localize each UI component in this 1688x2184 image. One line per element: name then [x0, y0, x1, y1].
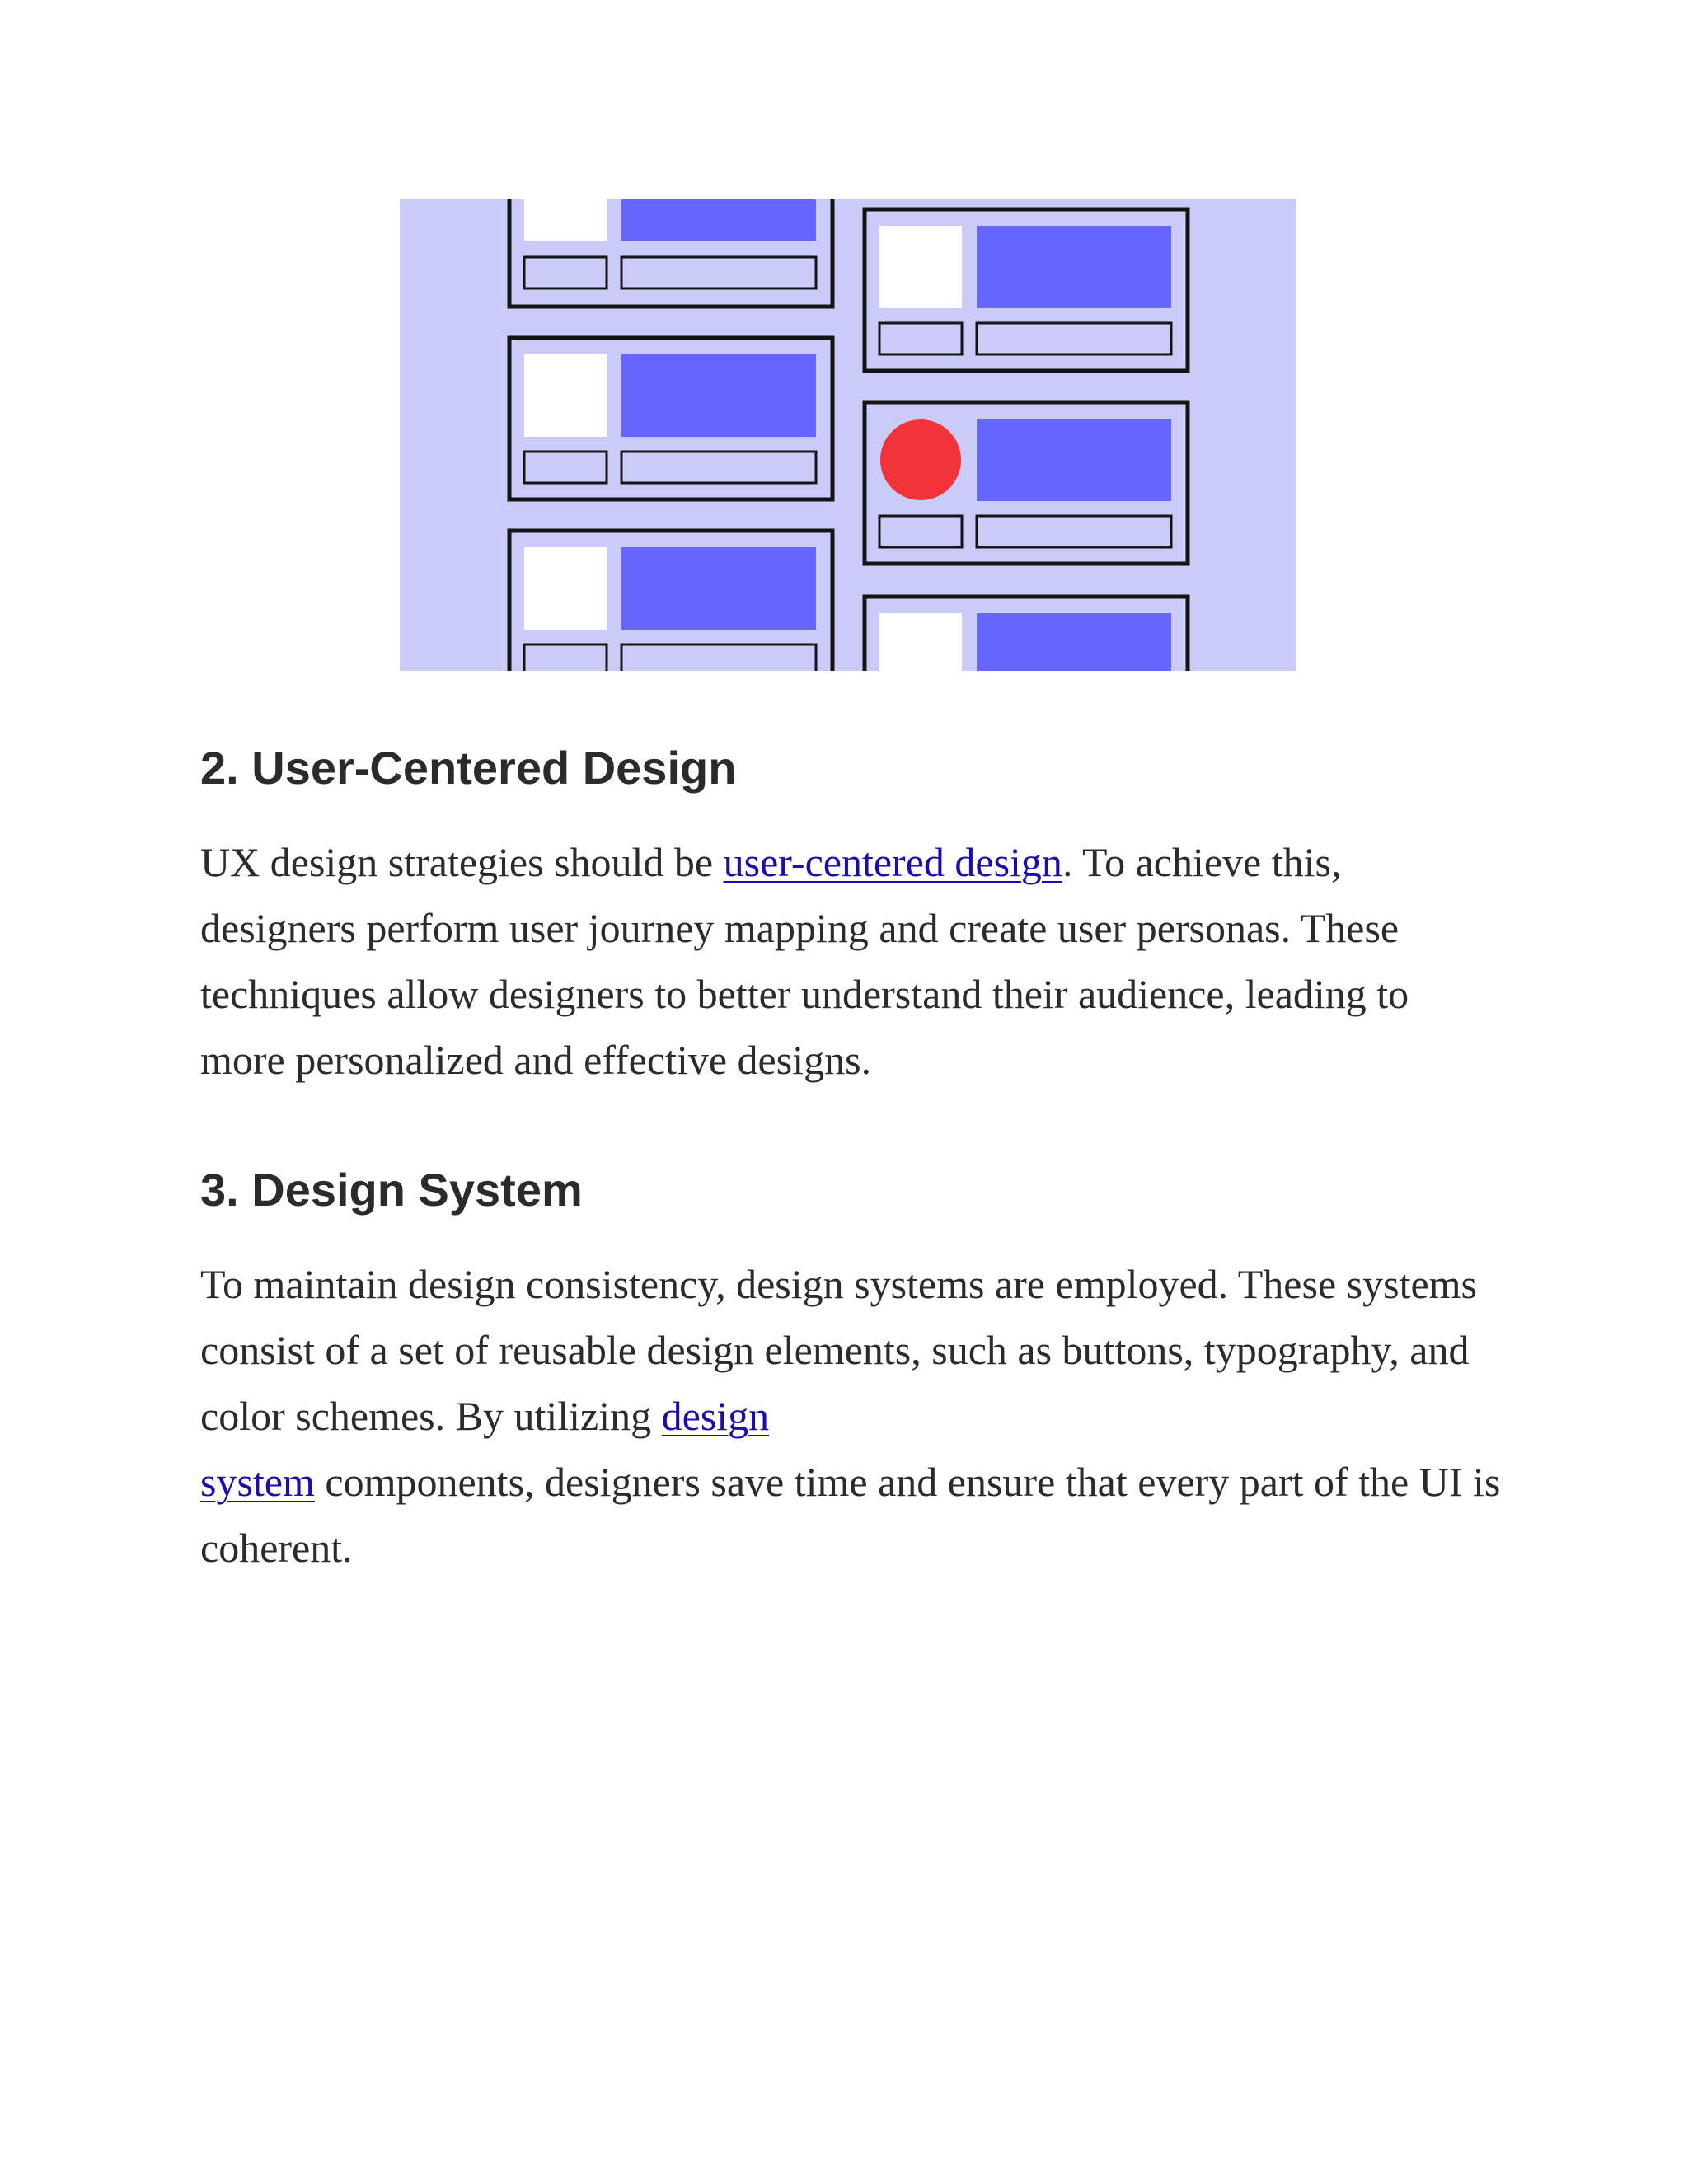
- paragraph-text: To maintain design consistency, design systems are employed. These systems consist of a set of reusable design elements, such as buttons, typography, and color schemes. By utilizing: [200, 1261, 1477, 1439]
- link-text: system: [200, 1459, 315, 1505]
- ui-card: [865, 209, 1188, 371]
- section-paragraph: [200, 1251, 1503, 1581]
- ui-card: [865, 597, 1188, 671]
- ui-card: [509, 531, 832, 671]
- red-indicator-dot: [880, 419, 961, 500]
- user-centered-design-link[interactable]: user-centered design: [723, 839, 1062, 885]
- paragraph-text: UX design strategies should be: [200, 839, 724, 885]
- ui-card: [509, 199, 832, 307]
- paragraph-text: components, designers save time and ensure that every part of the UI is coherent.: [200, 1459, 1501, 1571]
- section-heading: 3. Design System: [200, 1164, 583, 1216]
- paragraph-text: . To achieve this, designers perform user journey mapping and create user personas. These techniques allow designers to better understand their audience, leading to more personalized and effective designs.: [200, 839, 1409, 1083]
- section-user-centered-design: [200, 742, 1503, 1093]
- ui-card: [509, 338, 832, 499]
- ui-card-grid-illustration: [400, 199, 1296, 671]
- section-design-system: [200, 1164, 1503, 1581]
- section-heading: 2. User-Centered Design: [200, 742, 737, 794]
- ui-card-highlighted: [865, 402, 1188, 564]
- section-paragraph: [200, 829, 1503, 1093]
- link-text: design: [661, 1393, 770, 1439]
